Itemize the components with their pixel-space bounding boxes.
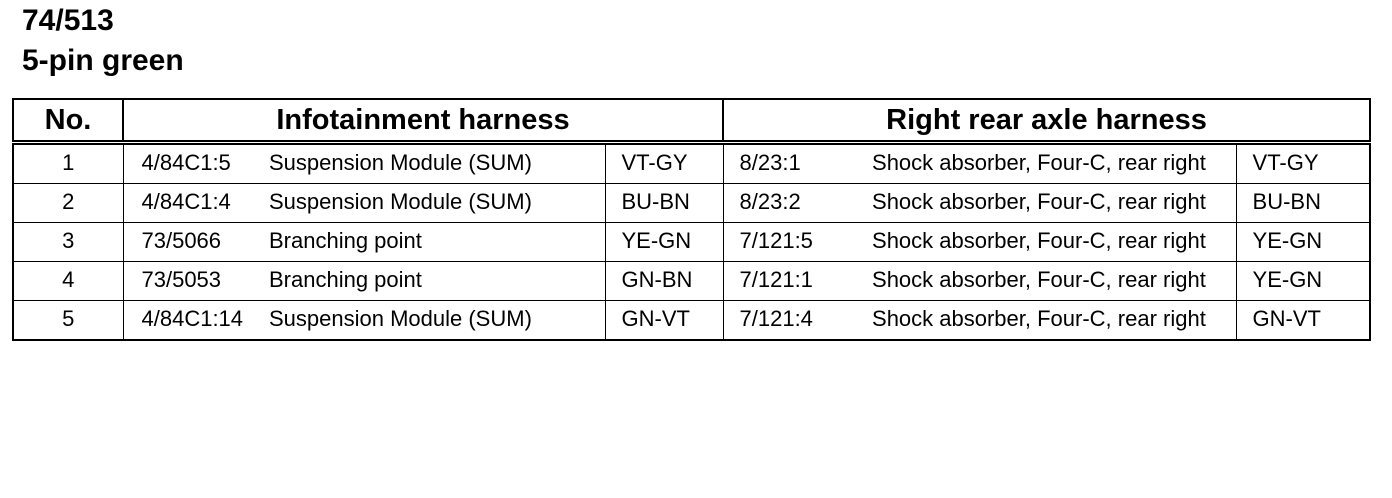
row-wire-color: YE-GN	[605, 223, 723, 262]
connector-pin-table	[12, 98, 1371, 341]
header-no: No.	[13, 99, 123, 143]
row-pin-right: 7/121:1	[723, 262, 866, 301]
row-no: 3	[13, 223, 123, 262]
row-no: 2	[13, 184, 123, 223]
row-no: 4	[13, 262, 123, 301]
row-pin: 4/84C1:5	[141, 150, 231, 175]
table-row	[13, 262, 1370, 301]
row-wire-color: GN-BN	[605, 262, 723, 301]
row-wire-color: GN-VT	[605, 301, 723, 341]
row-no: 5	[13, 301, 123, 341]
header-right-rear-axle-harness: Right rear axle harness	[723, 99, 1370, 143]
table-header-row	[13, 99, 1370, 143]
row-pin-right: 7/121:5	[723, 223, 866, 262]
row-pin: 4/84C1:14	[123, 301, 263, 341]
row-description: Branching point	[263, 262, 605, 301]
row-description-right: Shock absorber, Four-C, rear right	[866, 184, 1236, 223]
row-wire-color-right: YE-GN	[1236, 262, 1370, 301]
row-description: Suspension Module (SUM)	[263, 184, 605, 223]
row-description-right: Shock absorber, Four-C, rear right	[866, 223, 1236, 262]
row-pin: 4/84C1:4	[123, 184, 263, 223]
row-description: Suspension Module (SUM)	[269, 150, 532, 175]
table-row	[13, 184, 1370, 223]
connector-description: 5-pin green	[22, 44, 184, 77]
row-wire-color: BU-BN	[605, 184, 723, 223]
row-wire-color-right: VT-GY	[1236, 143, 1370, 184]
table-row	[13, 223, 1370, 262]
table-row	[13, 301, 1370, 341]
row-wire-color-right: YE-GN	[1236, 223, 1370, 262]
row-description-right: Shock absorber, Four-C, rear right	[866, 301, 1236, 341]
row-pin-right: 8/23:1	[739, 150, 801, 175]
row-description: Suspension Module (SUM)	[263, 301, 605, 341]
table-row	[13, 143, 1370, 184]
row-wire-color: VT-GY	[605, 143, 723, 184]
row-no: 1	[13, 143, 123, 184]
row-wire-color-right: BU-BN	[1236, 184, 1370, 223]
row-pin-right: 7/121:4	[723, 301, 866, 341]
row-description-right: Shock absorber, Four-C, rear right	[872, 150, 1206, 175]
row-description: Branching point	[263, 223, 605, 262]
row-pin-right: 8/23:2	[723, 184, 866, 223]
row-wire-color-right: GN-VT	[1236, 301, 1370, 341]
row-description-right: Shock absorber, Four-C, rear right	[866, 262, 1236, 301]
row-pin: 73/5066	[123, 223, 263, 262]
row-pin: 73/5053	[123, 262, 263, 301]
header-infotainment-harness: Infotainment harness	[123, 99, 723, 143]
connector-id: 74/513	[22, 4, 114, 37]
